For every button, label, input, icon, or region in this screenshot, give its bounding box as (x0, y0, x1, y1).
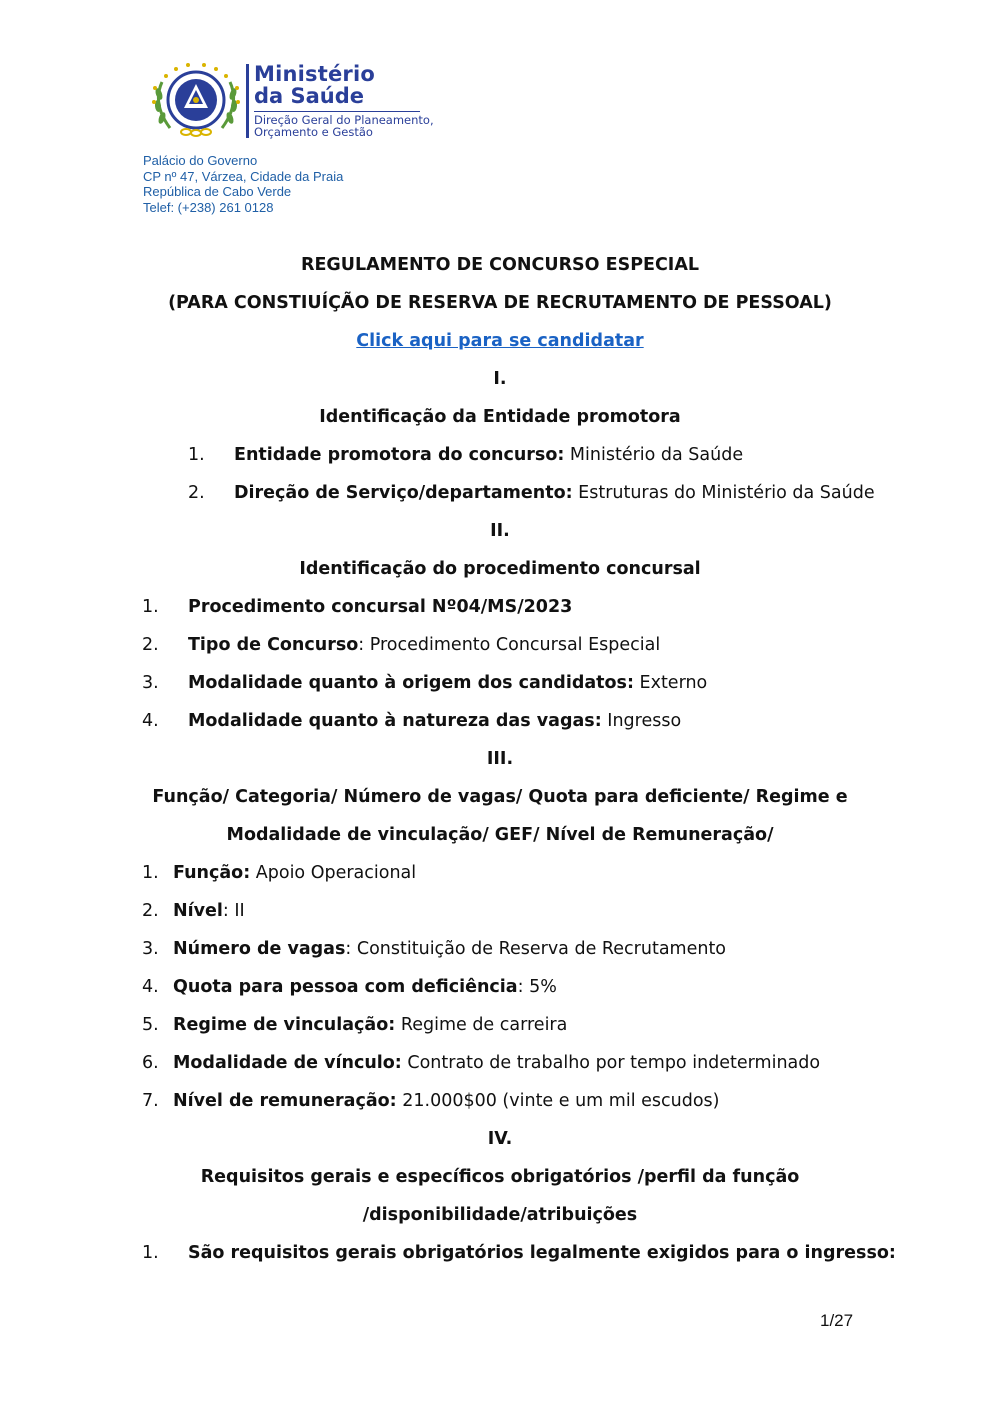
item-label: Nível de remuneração: (173, 1091, 397, 1111)
apply-link-row (0, 331, 1000, 351)
item-label: Entidade promotora do concurso: (234, 445, 565, 465)
item-value: : 5% (517, 977, 557, 997)
address-line: CP nº 47, Várzea, Cidade da Praia (143, 168, 344, 184)
item-number: 1. (142, 863, 159, 883)
item-number: 4. (142, 711, 159, 731)
document-title: REGULAMENTO DE CONCURSO ESPECIAL (300, 255, 700, 275)
item-label: Quota para pessoa com deficiência (173, 977, 518, 997)
item-label: Procedimento concursal Nº04/MS/2023 (188, 597, 573, 617)
list-item (173, 977, 557, 997)
section-numeral: I. (493, 369, 507, 389)
address-line: Palácio do Governo (143, 153, 258, 168)
item-number: 3. (142, 673, 159, 693)
item-label: Regime de vinculação: (173, 1015, 396, 1035)
item-number: 4. (142, 977, 159, 997)
page-number: 1/27 (820, 1311, 854, 1330)
list-item (173, 1015, 567, 1035)
item-number: 6. (142, 1053, 159, 1073)
list-item (188, 635, 660, 655)
list-item (173, 901, 245, 921)
section-heading-line2: Modalidade de vinculação/ GEF/ Nível de Remuneração/ (226, 825, 774, 845)
item-value: Ministério da Saúde (564, 445, 744, 465)
apply-link[interactable]: Click aqui para se candidatar (356, 331, 644, 351)
list-item (188, 711, 681, 731)
list-item (173, 939, 726, 959)
item-value: Regime de carreira (395, 1015, 568, 1035)
item-value: : II (222, 901, 245, 921)
item-number: 1. (142, 597, 159, 617)
logo-title-line1: Ministério (254, 62, 376, 86)
item-value: : Constituição de Reserva de Recrutamento (345, 939, 727, 959)
item-value: : Procedimento Concursal Especial (358, 635, 661, 655)
item-label: Modalidade quanto à natureza das vagas: (188, 711, 602, 731)
item-number: 7. (142, 1091, 159, 1111)
item-value: Ingresso (601, 711, 682, 731)
item-number: 2. (142, 635, 159, 655)
document-subtitle: (PARA CONSTIUÍÇÃO DE RESERVA DE RECRUTAMENTO DE PESSOAL) (168, 293, 832, 313)
list-item (173, 863, 416, 883)
logo-subtitle-line1: Direção Geral do Planeamento, (254, 113, 434, 127)
coat-of-arms-icon (150, 62, 242, 140)
section-numeral: III. (486, 749, 514, 769)
item-label: Número de vagas (173, 939, 346, 959)
item-label: Modalidade quanto à origem dos candidatos: (188, 673, 634, 693)
item-number: 2. (188, 483, 205, 503)
section-numeral: II. (490, 521, 510, 541)
section-heading-line2: /disponibilidade/atribuições (362, 1205, 638, 1225)
list-item (188, 673, 707, 693)
section-numeral: IV. (487, 1129, 513, 1149)
section-heading: Identificação da Entidade promotora (319, 407, 681, 427)
item-label: Direção de Serviço/departamento: (234, 483, 573, 503)
list-item (234, 445, 743, 465)
item-value: Estruturas do Ministério da Saúde (572, 483, 875, 503)
item-value: Apoio Operacional (250, 863, 417, 883)
item-number: 5. (142, 1015, 159, 1035)
section-heading-line1: Função/ Categoria/ Número de vagas/ Quota para deficiente/ Regime e (152, 787, 848, 807)
item-label: Nível (173, 901, 223, 921)
item-label: Modalidade de vínculo: (173, 1053, 402, 1073)
item-number: 1. (188, 445, 205, 465)
logo-divider (246, 64, 249, 138)
item-number: 2. (142, 901, 159, 921)
item-value: 21.000$00 (vinte e um mil escudos) (396, 1091, 720, 1111)
logo-rule (254, 111, 420, 112)
item-label: Função: (173, 863, 251, 883)
list-item (173, 1053, 820, 1073)
list-item (173, 1091, 719, 1111)
section-heading: Identificação do procedimento concursal (299, 559, 701, 579)
section-heading-line1: Requisitos gerais e específicos obrigatórios /perfil da função (200, 1167, 800, 1187)
address-block (143, 153, 343, 215)
ministry-logo (150, 62, 440, 142)
item-label: São requisitos gerais obrigatórios legalmente exigidos para o ingresso: (188, 1243, 896, 1263)
item-value: Contrato de trabalho por tempo indeterminado (401, 1053, 821, 1073)
list-item (188, 1243, 896, 1263)
item-number: 3. (142, 939, 159, 959)
item-label: Tipo de Concurso (188, 635, 359, 655)
address-line: República de Cabo Verde (143, 184, 292, 199)
item-value: Externo (633, 673, 708, 693)
list-item (234, 483, 875, 503)
logo-title-line2: da Saúde (254, 84, 365, 108)
item-number: 1. (142, 1243, 159, 1263)
logo-subtitle-line2: Orçamento e Gestão (254, 125, 373, 139)
list-item (188, 597, 572, 617)
address-line: Telef: (+238) 261 0128 (143, 199, 274, 215)
